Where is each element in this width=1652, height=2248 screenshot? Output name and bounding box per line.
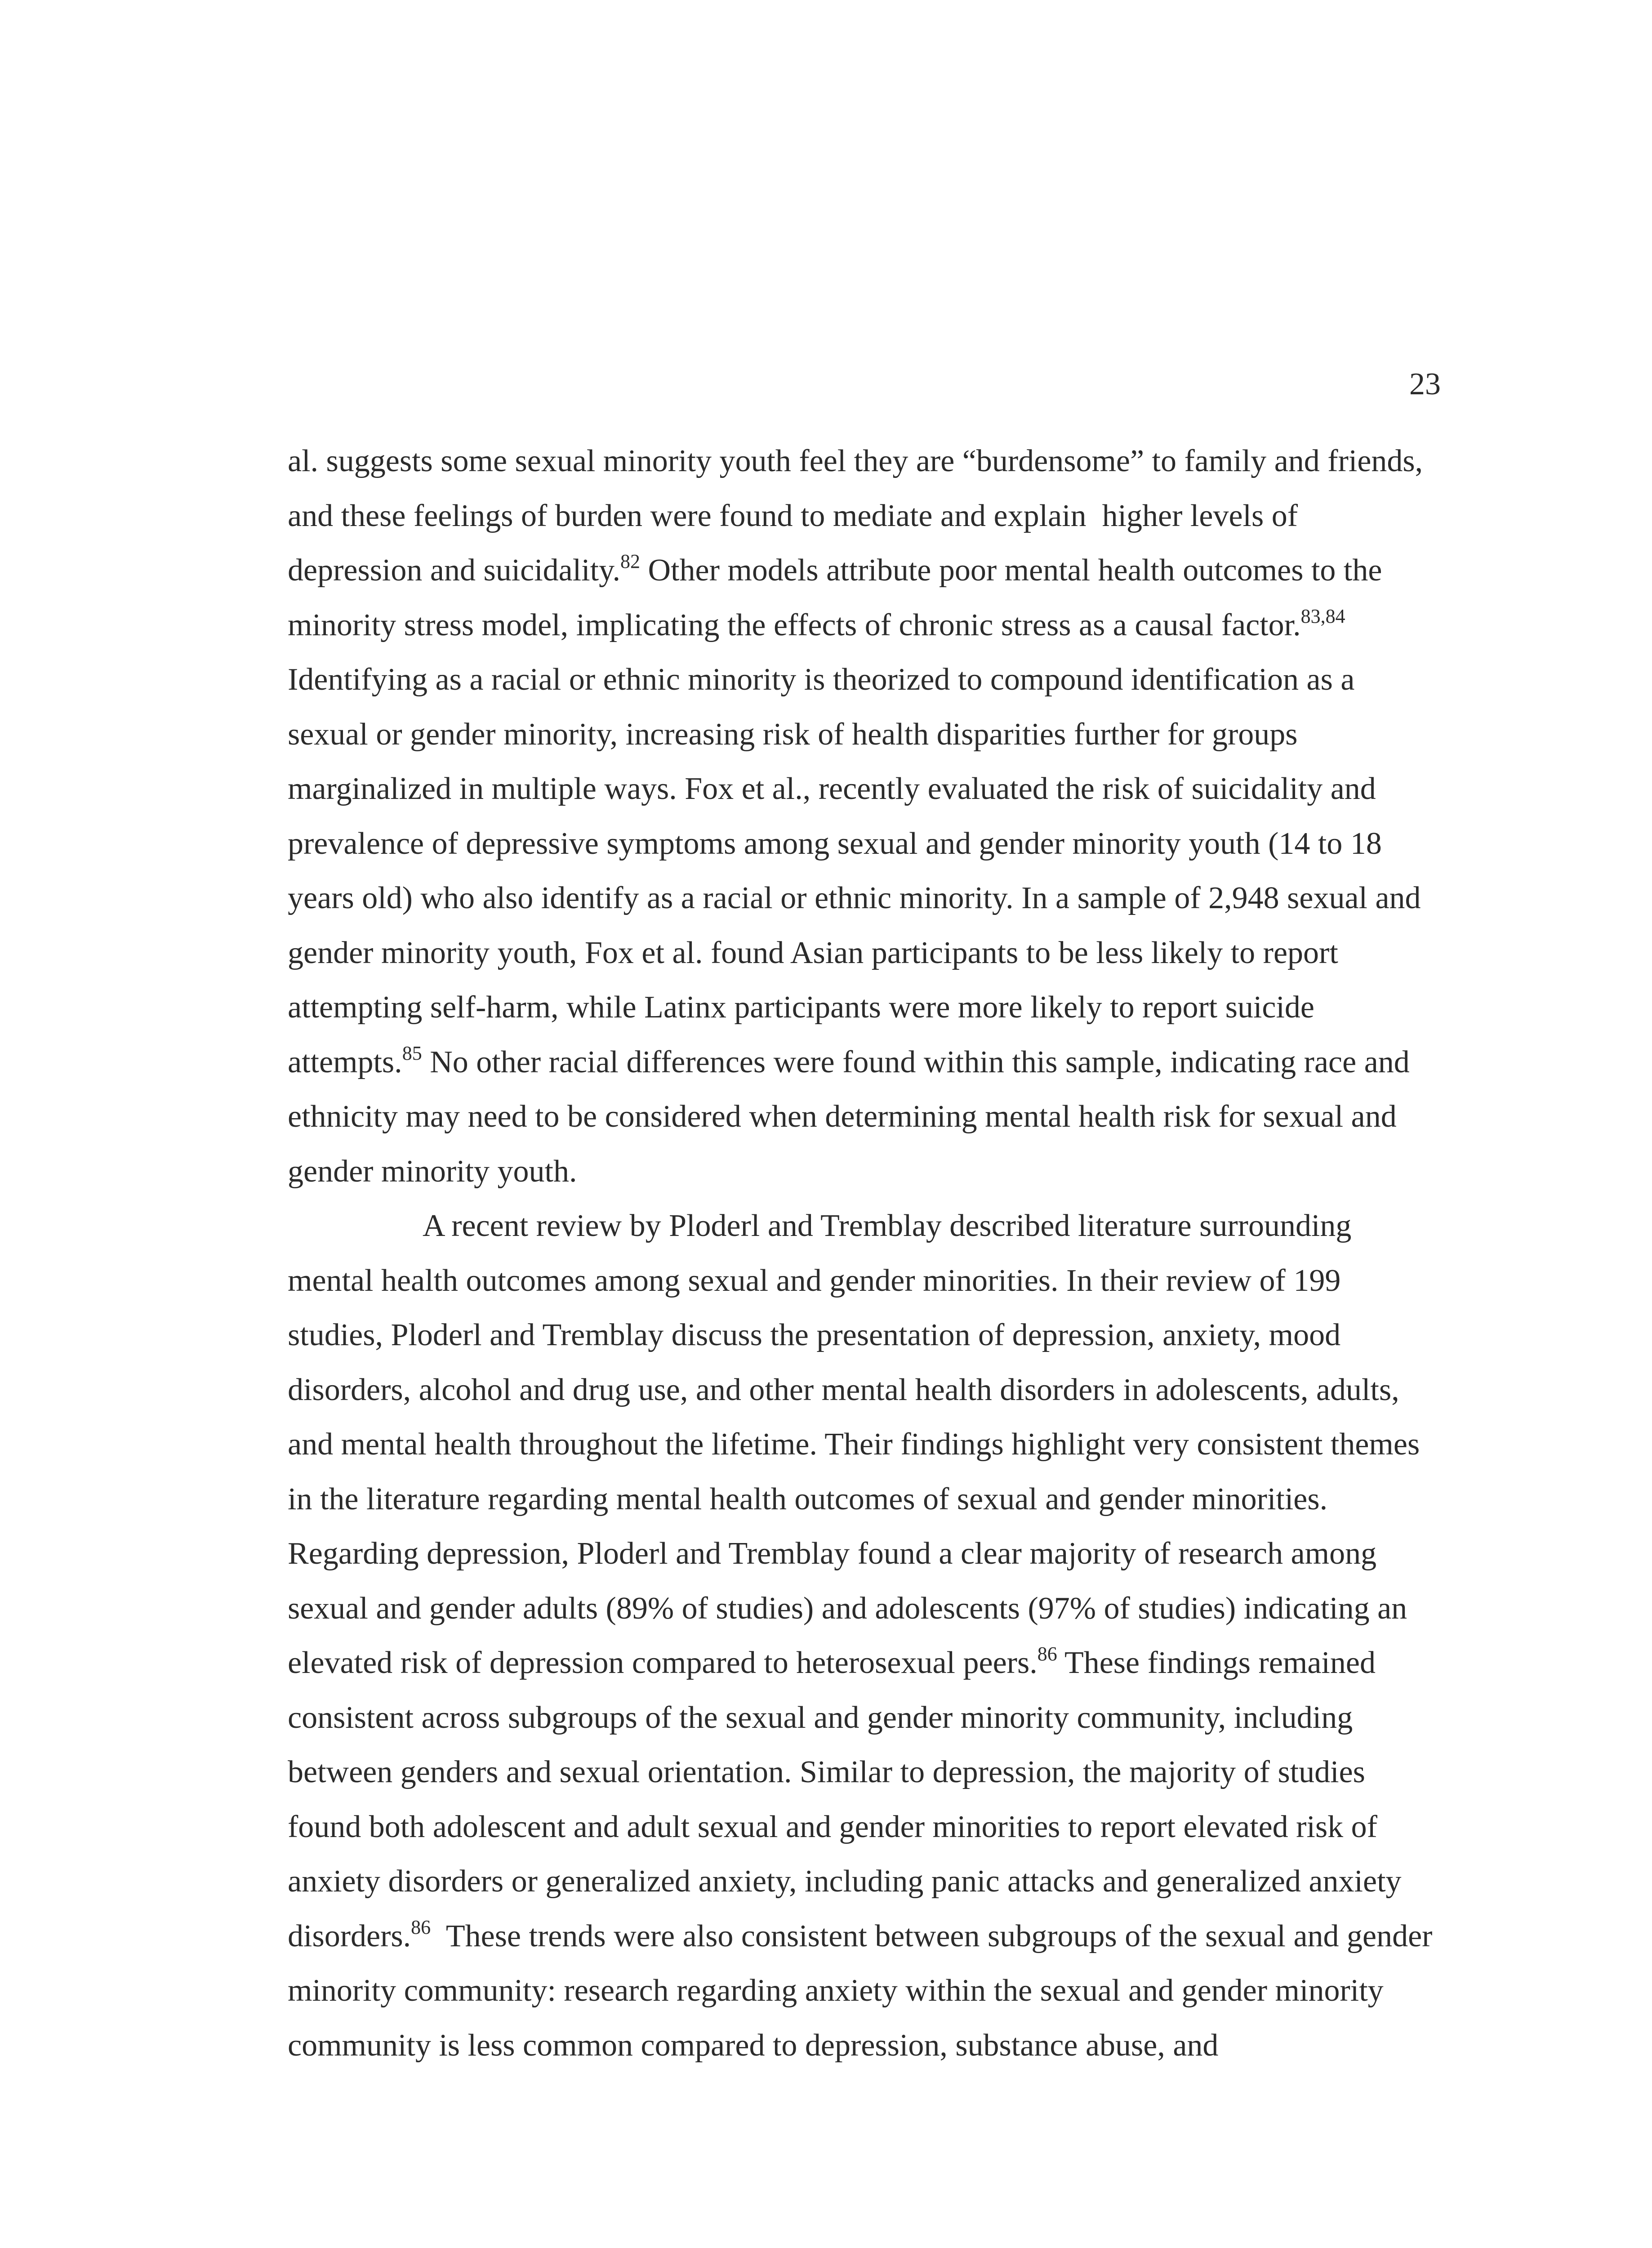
text-run: These trends were also consistent between subgroups of the sexual and gender minority community: research regarding anxiety within the sexual and gender minority community is less common compared to depression, substance abuse, and xyxy=(288,1918,1433,2063)
text-run: Other models attribute poor mental health outcomes to the minority stress model, implicating the effects of chronic stress as a causal factor. xyxy=(288,553,1382,642)
citation-superscript: 86 xyxy=(411,1916,431,1938)
text-run: These findings remained consistent across subgroups of the sexual and gender minority community, including between genders and sexual orientation. Similar to depression, the majority of studies found both adolescent and adult sexual and gender minorities to report elevated risk of anxiety disorders or generalized anxiety, including panic attacks and generalized anxiety disorders. xyxy=(288,1646,1402,1954)
paragraph-1 xyxy=(288,434,1438,1199)
body-text xyxy=(288,434,1438,2073)
text-run: No other racial differences were found within this sample, indicating race and ethnicity may need to be considered when determining mental health risk for sexual and gender minority youth. xyxy=(288,1044,1410,1189)
citation-superscript: 82 xyxy=(620,550,641,572)
page-number: 23 xyxy=(1409,367,1441,401)
text-run: Identifying as a racial or ethnic minority is theorized to compound identification as a sexual or gender minority, increasing risk of health disparities further for groups marginalized in multiple ways. Fox et al., recently evaluated the risk of suicidality and prevalence of depressive symptoms among sexual and gender minority youth (14 to 18 years old) who also identify as a racial or ethnic minority. In a sample of 2,948 sexual and gender minority youth, Fox et al. found Asian participants to be less likely to report attempting self-harm, while Latinx participants were more likely to report suicide attempts. xyxy=(288,662,1421,1079)
citation-superscript: 83,84 xyxy=(1300,605,1345,627)
citation-superscript: 85 xyxy=(402,1042,422,1064)
citation-superscript: 86 xyxy=(1037,1643,1057,1665)
paragraph-2 xyxy=(288,1199,1438,2073)
text-run: A recent review by Ploderl and Tremblay described literature surrounding mental health outcomes among sexual and gender minorities. In their review of 199 studies, Ploderl and Tremblay discuss the presentation of depression, anxiety, mood disorders, alcohol and drug use, and other mental health disorders in adolescents, adults, and mental health throughout the lifetime. Their findings highlight very consistent themes in the literature regarding mental health outcomes of sexual and gender minorities. Regarding depression, Ploderl and Tremblay found a clear majority of research among sexual and gender adults (89% of studies) and adolescents (97% of studies) indicating an elevated risk of depression compared to heterosexual peers. xyxy=(288,1209,1420,1680)
text-run: al. suggests some sexual minority youth feel they are “burdensome” to family and friends, and these feelings of burden were found to mediate and explain higher levels of depression and suicidality. xyxy=(288,444,1423,588)
